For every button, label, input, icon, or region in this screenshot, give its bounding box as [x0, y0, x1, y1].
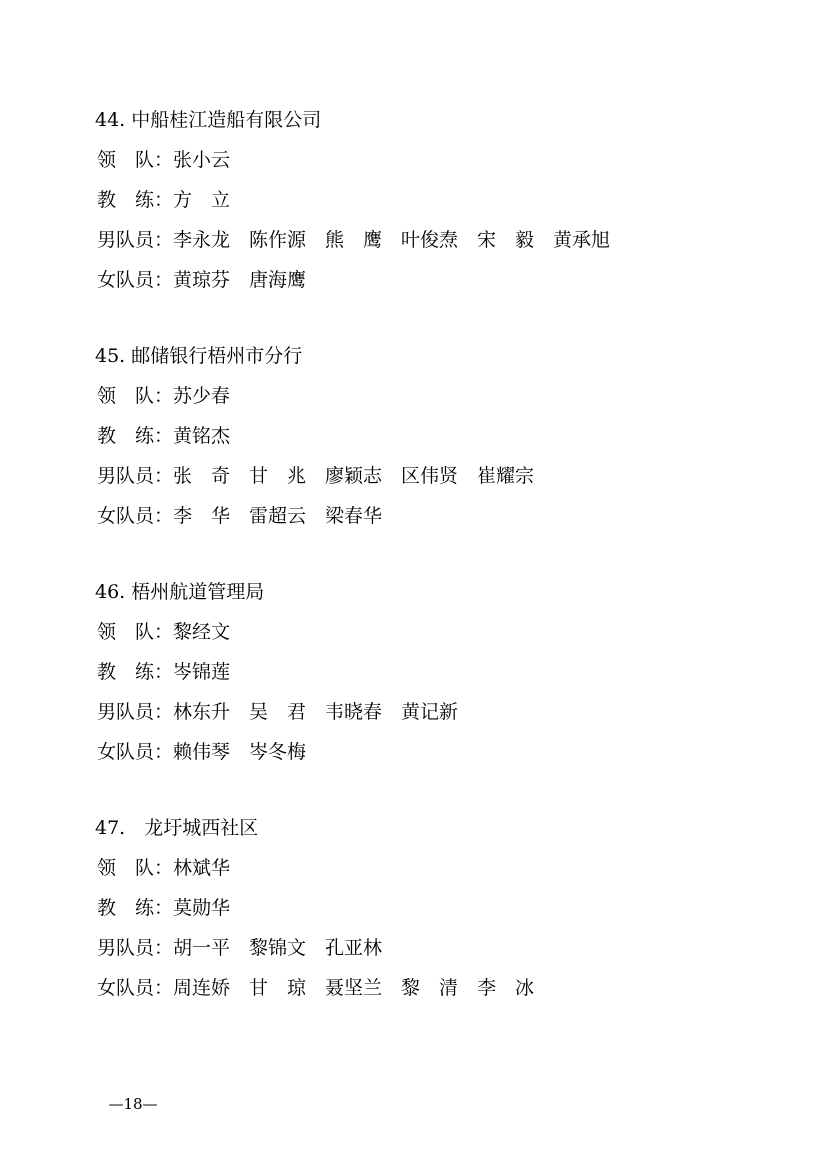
team-female-members-value: 黄琼芬 唐海鹰 [173, 269, 307, 291]
team-leader-label: 领 队： [97, 385, 174, 407]
team-name: 梧州航道管理局 [131, 581, 265, 603]
team-leader-value: 黎经文 [173, 621, 231, 643]
team-male-members-value: 胡一平 黎锦文 孔亚林 [173, 937, 383, 959]
team-coach-line [95, 888, 735, 928]
team-entry [95, 336, 735, 536]
team-coach-label: 教 练： [97, 425, 174, 447]
team-title [95, 336, 735, 376]
team-female-members-line [95, 968, 735, 1008]
team-coach-value: 黄铭杰 [173, 425, 231, 447]
team-male-members-line [95, 456, 735, 496]
team-leader-value: 张小云 [173, 149, 231, 171]
team-female-members-label: 女队员： [97, 977, 174, 999]
team-female-members-value: 赖伟琴 岑冬梅 [173, 741, 307, 763]
team-leader-line [95, 140, 735, 180]
team-index: 46. [95, 581, 126, 603]
team-coach-line [95, 416, 735, 456]
team-leader-line [95, 612, 735, 652]
team-female-members-line [95, 732, 735, 772]
team-leader-label: 领 队： [97, 857, 174, 879]
team-coach-label: 教 练： [97, 897, 174, 919]
team-name: 中船桂江造船有限公司 [131, 109, 322, 131]
team-leader-line [95, 376, 735, 416]
team-entry [95, 572, 735, 772]
team-index: 47. [95, 817, 126, 839]
team-male-members-line [95, 692, 735, 732]
team-leader-value: 林斌华 [173, 857, 231, 879]
team-female-members-label: 女队员： [97, 505, 174, 527]
team-female-members-label: 女队员： [97, 269, 174, 291]
team-name: 龙圩城西社区 [144, 817, 259, 839]
team-female-members-line [95, 496, 735, 536]
team-male-members-label: 男队员： [97, 229, 174, 251]
team-male-members-line [95, 928, 735, 968]
team-male-members-label: 男队员： [97, 701, 174, 723]
page-footer [0, 1095, 826, 1113]
team-title [95, 572, 735, 612]
team-male-members-label: 男队员： [97, 465, 174, 487]
team-coach-value: 莫勋华 [173, 897, 231, 919]
team-coach-value: 方 立 [173, 189, 231, 211]
team-index: 45. [95, 345, 126, 367]
team-entry [95, 100, 735, 300]
team-leader-value: 苏少春 [173, 385, 231, 407]
team-male-members-value: 林东升 吴 君 韦晓春 黄记新 [173, 701, 459, 723]
team-male-members-value: 李永龙 陈作源 熊 鹰 叶俊焘 宋 毅 黄承旭 [173, 229, 611, 251]
team-female-members-value: 李 华 雷超云 梁春华 [173, 505, 383, 527]
team-leader-line [95, 848, 735, 888]
team-name: 邮储银行梧州市分行 [131, 345, 303, 367]
team-index: 44. [95, 109, 126, 131]
team-leader-label: 领 队： [97, 621, 174, 643]
team-title [95, 100, 735, 140]
team-coach-line [95, 652, 735, 692]
team-male-members-value: 张 奇 甘 兆 廖颖志 区伟贤 崔耀宗 [173, 465, 535, 487]
team-coach-line [95, 180, 735, 220]
team-coach-label: 教 练： [97, 189, 174, 211]
team-title-spacer [125, 817, 144, 839]
team-female-members-value: 周连娇 甘 琼 聂坚兰 黎 清 李 冰 [173, 977, 535, 999]
team-entry [95, 808, 735, 1008]
team-leader-label: 领 队： [97, 149, 174, 171]
page-number: —18— [108, 1095, 158, 1113]
team-female-members-line [95, 260, 735, 300]
team-female-members-label: 女队员： [97, 741, 174, 763]
teams-list [95, 100, 735, 1044]
team-title [95, 808, 735, 848]
team-male-members-line [95, 220, 735, 260]
team-coach-label: 教 练： [97, 661, 174, 683]
team-coach-value: 岑锦莲 [173, 661, 231, 683]
team-male-members-label: 男队员： [97, 937, 174, 959]
